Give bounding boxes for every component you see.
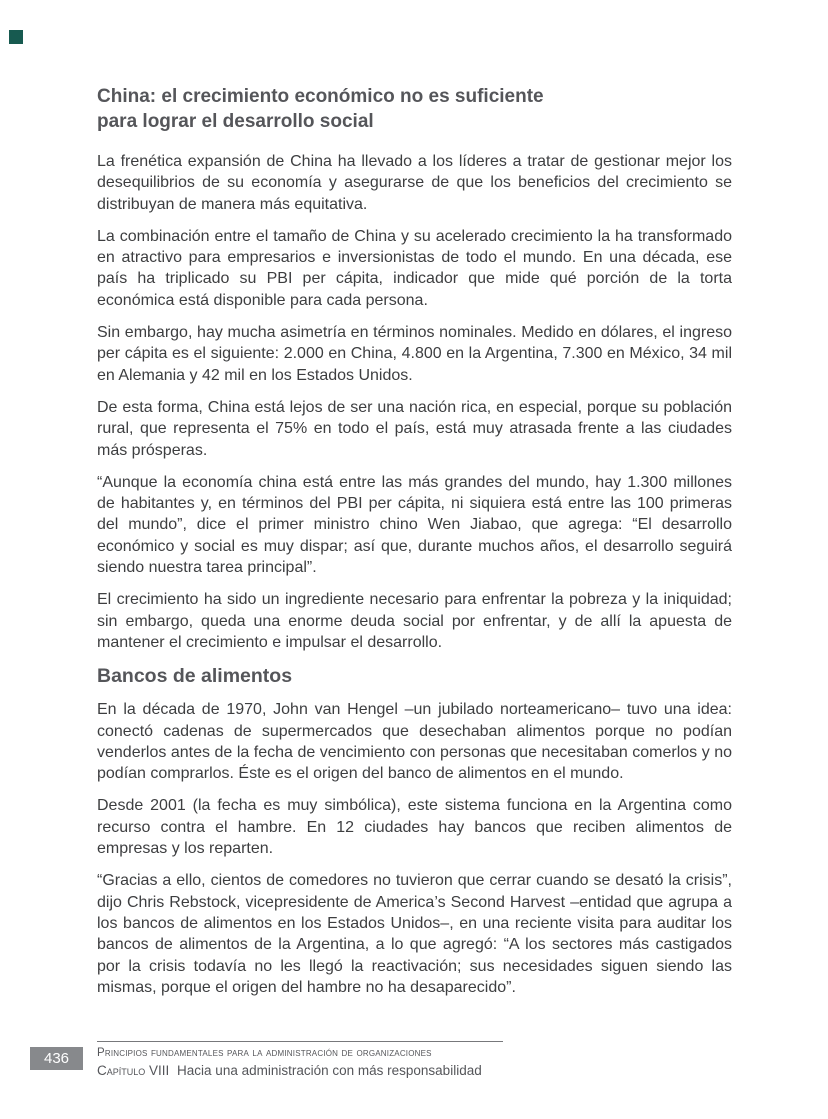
footer-book-title: Principios fundamentales para la administración de organizaciones [97,1047,432,1059]
paragraph: “Aunque la economía china está entre las más grandes del mundo, hay 1.300 millones de habitantes y, en términos del PBI per cápita, ni siquiera está entre las 100 primeras del mundo”, dice el primer ministro chino Wen Jiabao, que agrega: “El desarrollo económico y social es muy dispar; así que, durante muchos años, el desarrollo seguirá siendo nuestra tarea principal”. [97,473,732,577]
footer-divider [97,1041,503,1042]
footer-chapter-label: Capítulo VIII [97,1063,170,1078]
page-content [97,84,732,1009]
footer [97,1046,482,1079]
page-number: 436 [43,1050,70,1067]
paragraph: En la década de 1970, John van Hengel –un jubilado norteamericano– tuvo una idea: conectó cadenas de supermercados que desechaban alimentos porque no podían venderlos antes de la fecha de vencimiento con personas que necesitaban comerlos y no podían comprarlos. Éste es el origen del banco de alimentos en el mundo. [97,701,732,783]
article-title-line1: China: el crecimiento económico no es suficiente [97,86,544,107]
article-title [97,84,732,134]
paragraph: Sin embargo, hay mucha asimetría en términos nominales. Medido en dólares, el ingreso per cápita es el siguiente: 2.000 en China, 4.800 en la Argentina, 7.300 en México, 34 mil en Alemania y 42 mil en los Estados Unidos. [97,324,732,384]
footer-chapter-line [97,1062,482,1079]
paragraph: “Gracias a ello, cientos de comedores no tuvieron que cerrar cuando se desató la crisis”, dijo Chris Rebstock, vicepresidente de America’s Second Harvest –entidad que agrupa a los bancos de alimentos en los Estados Unidos–, en una reciente visita para auditar los bancos de alimentos de la Argentina, a lo que agregó: “A los sectores más castigados por la crisis todavía no les llegó la reactivación; sus necesidades siguen siendo las mismas, porque el origen del hambre no ha desaparecido”. [97,872,732,996]
corner-accent-square [9,30,23,44]
article-title-line2: para lograr el desarrollo social [97,111,374,132]
paragraph: El crecimiento ha sido un ingrediente necesario para enfrentar la pobreza y la iniquidad; sin embargo, queda una enorme deuda social por enfrentar, y de allí la apuesta de mantener el crecimiento e impulsar el desarrollo. [97,591,732,651]
page-number-badge [30,1047,83,1070]
paragraph: La frenética expansión de China ha llevado a los líderes a tratar de gestionar mejor los desequilibrios de su economía y asegurarse de que los beneficios del crecimiento se distribuyan de manera más equitativa. [97,153,732,213]
paragraph: Desde 2001 (la fecha es muy simbólica), este sistema funciona en la Argentina como recurso contra el hambre. En 12 ciudades hay bancos que reciben alimentos de empresas y los reparten. [97,797,732,858]
paragraph: La combinación entre el tamaño de China y su acelerado crecimiento la ha transformado en atractivo para empresarios e inversionistas de todo el mundo. En una década, ese país ha triplicado su PBI per cápita, indicador que mide qué porción de la torta económica está disponible para cada persona. [97,227,732,309]
section-heading: Bancos de alimentos [97,665,293,688]
paragraph: De esta forma, China está lejos de ser una nación rica, en especial, porque su población rural, que representa el 75% en todo el país, está muy atrasada frente a las ciudades más prósperas. [97,398,732,459]
footer-chapter-title: Hacia una administración con más responsabilidad [177,1063,482,1078]
